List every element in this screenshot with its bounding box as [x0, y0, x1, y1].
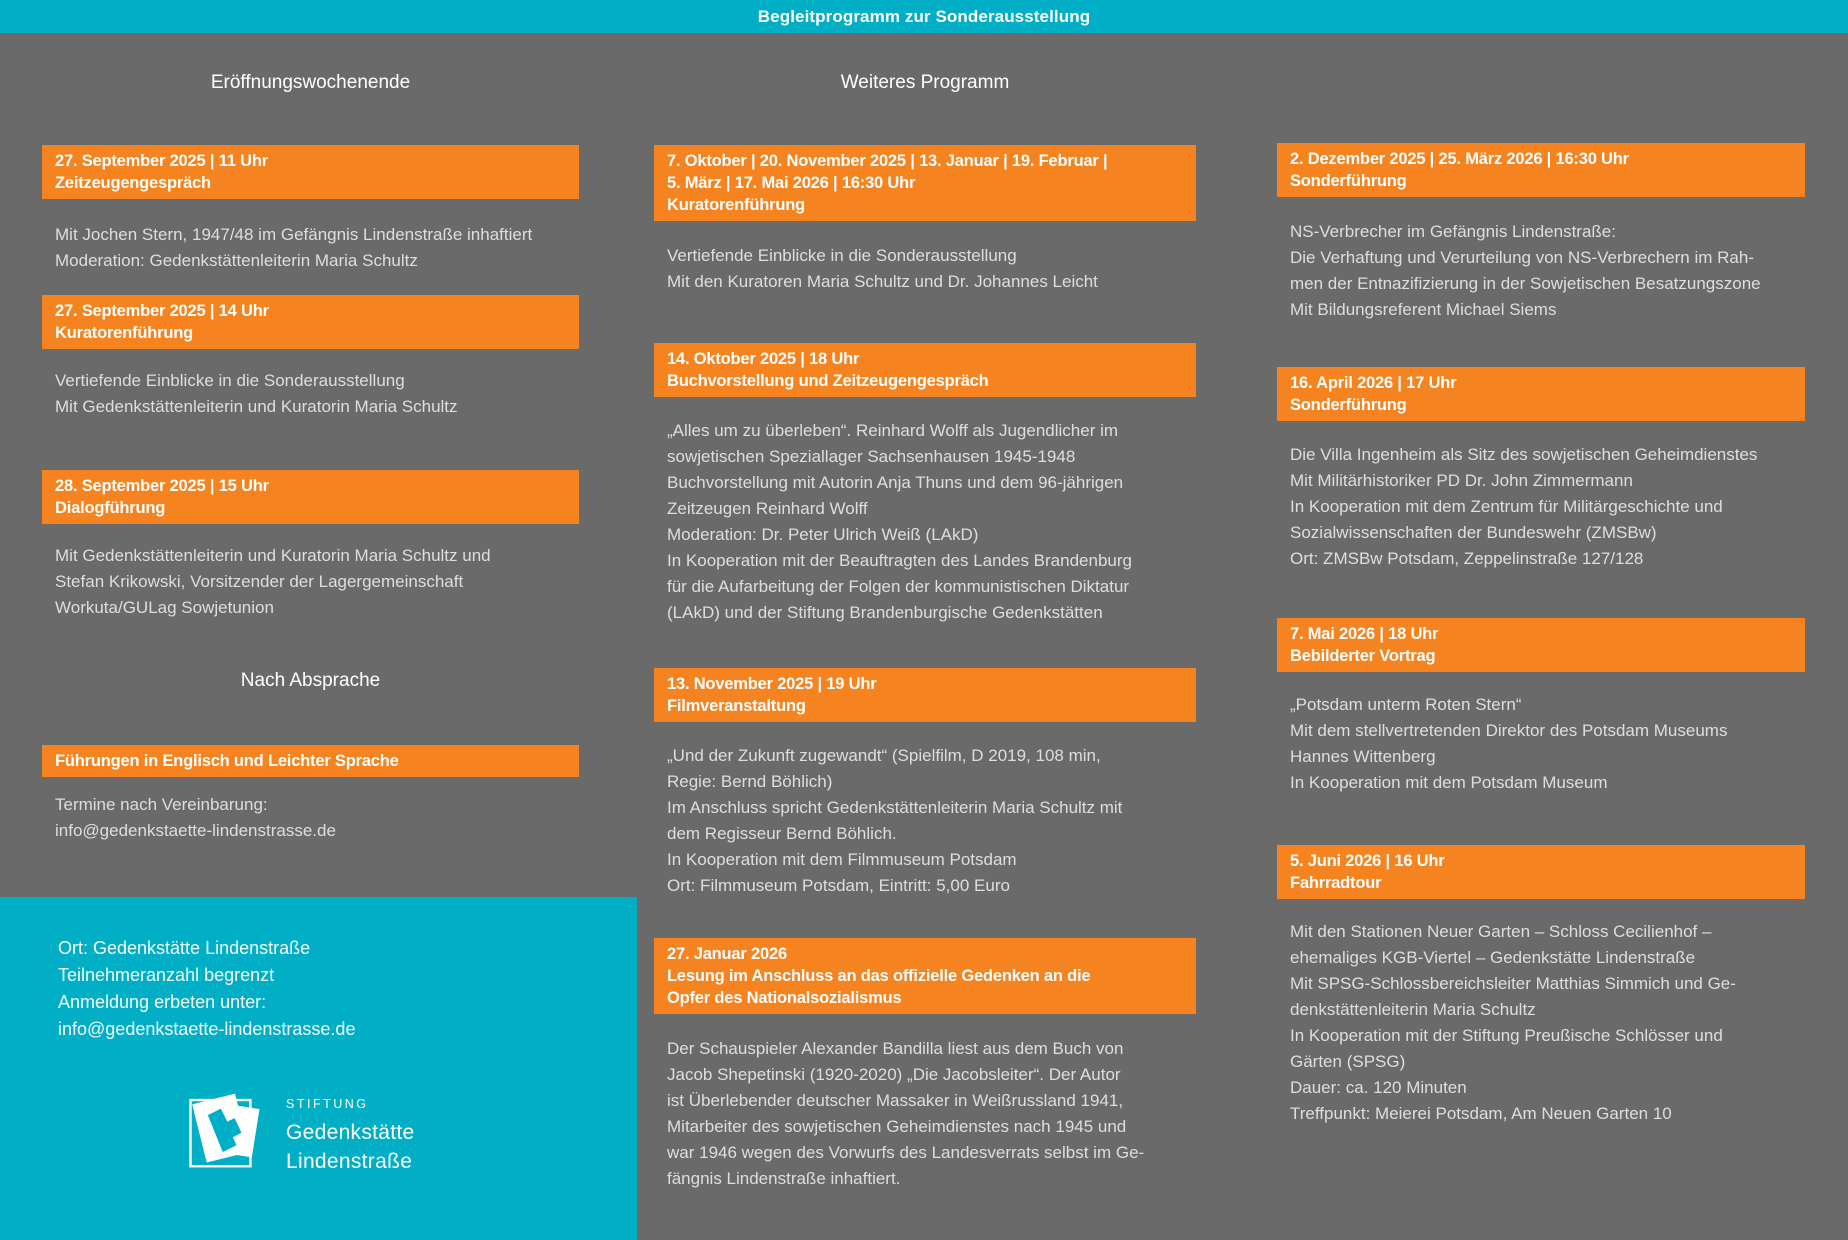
- event-card-header: [1277, 143, 1805, 197]
- text-line: In Kooperation mit dem Filmmuseum Potsdam: [667, 850, 1017, 869]
- text-line: Gärten (SPSG): [1290, 1052, 1406, 1071]
- text-line: Mit den Kuratoren Maria Schultz und Dr. Johannes Leicht: [667, 272, 1098, 291]
- text-line: Anmeldung erbeten unter:: [58, 992, 267, 1012]
- text-line: 7. Oktober | 20. November 2025 | 13. Januar | 19. Februar |: [667, 152, 1108, 170]
- text-line: „Alles um zu überleben“. Reinhard Wolff als Jugendlicher im: [667, 421, 1119, 440]
- text-line: 7. Mai 2026 | 18 Uhr: [1290, 625, 1439, 643]
- text-line: Kuratorenführung: [667, 196, 805, 214]
- text-line: 27. September 2025 | 14 Uhr: [55, 302, 269, 320]
- text-line: denkstättenleiterin Maria Schultz: [1290, 1000, 1536, 1019]
- text-line: Mit Gedenkstättenleiterin und Kuratorin Maria Schultz und: [55, 546, 491, 565]
- text-line: Mit Jochen Stern, 1947/48 im Gefängnis Lindenstraße inhaftiert: [55, 225, 533, 244]
- text-line: Sonderführung: [1290, 172, 1407, 190]
- text-line: Vertiefende Einblicke in die Sonderausstellung: [667, 246, 1017, 265]
- text-line: Bebilderter Vortrag: [1290, 647, 1436, 665]
- column-subheading: Nach Absprache: [240, 670, 381, 691]
- text-line: (LAkD) und der Stiftung Brandenburgische Gedenkstätten: [667, 603, 1103, 622]
- text-line: men der Entnazifizierung in der Sowjetischen Besatzungszone: [1290, 274, 1761, 293]
- logo-text: [286, 1089, 415, 1176]
- event-card-header: [654, 343, 1196, 397]
- text-line: Ort: ZMSBw Potsdam, Zeppelinstraße 127/128: [1290, 549, 1644, 568]
- text-line: 5. Juni 2026 | 16 Uhr: [1290, 852, 1445, 870]
- text-line: Vertiefende Einblicke in die Sonderausstellung: [55, 371, 405, 390]
- event-card-body: [1290, 219, 1761, 323]
- text-line: „Potsdam unterm Roten Stern“: [1290, 695, 1522, 714]
- page-title: Begleitprogramm zur Sonderausstellung: [757, 6, 1091, 26]
- event-card-body: [667, 243, 1098, 295]
- text-line: NS-Verbrecher im Gefängnis Lindenstraße:: [1290, 222, 1616, 241]
- text-line: Stefan Krikowski, Vorsitzender der Lagergemeinschaft: [55, 572, 464, 591]
- text-line: Zeitzeugen Reinhard Wolff: [667, 499, 868, 518]
- text-line: Fahrradtour: [1290, 874, 1382, 892]
- event-card-header: [654, 145, 1196, 221]
- text-line: war 1946 wegen des Vorwurfs des Landesverrats selbst im Ge-: [667, 1143, 1145, 1162]
- stiftung-logo-icon: [188, 1089, 264, 1176]
- event-card-header: [654, 938, 1196, 1014]
- event-card-body: [667, 1036, 1144, 1192]
- event-card-body: [55, 543, 491, 621]
- column-heading: Weiteres Programm: [840, 72, 1010, 93]
- text-line: Mit dem stellvertretenden Direktor des Potsdam Museums: [1290, 721, 1728, 740]
- text-line: Moderation: Dr. Peter Ulrich Weiß (LAkD): [667, 525, 979, 544]
- text-line: 27. Januar 2026: [667, 945, 787, 963]
- event-card-body: [1290, 692, 1727, 796]
- text-line: fängnis Lindenstraße inhaftiert.: [667, 1169, 901, 1188]
- event-card-body: [1290, 442, 1757, 572]
- text-line: Mit Militärhistoriker PD Dr. John Zimmermann: [1290, 471, 1633, 490]
- text-line: info@gedenkstaette-lindenstrasse.de: [55, 821, 336, 840]
- text-line: sowjetischen Speziallager Sachsenhausen 1945-1948: [667, 447, 1076, 466]
- text-line: 27. September 2025 | 11 Uhr: [55, 152, 268, 170]
- text-line: Mit den Stationen Neuer Garten – Schloss Cecilienhof –: [1290, 922, 1712, 941]
- event-card-header: [1277, 845, 1805, 899]
- text-line: Mit Bildungsreferent Michael Siems: [1290, 300, 1557, 319]
- footer-contact-lines: [58, 935, 355, 1043]
- text-line: In Kooperation mit der Stiftung Preußische Schlösser und: [1290, 1026, 1723, 1045]
- text-line: Opfer des Nationalsozialismus: [667, 989, 902, 1007]
- text-line: Buchvorstellung und Zeitzeugengespräch: [667, 372, 989, 390]
- text-line: ehemaliges KGB-Viertel – Gedenkstätte Lindenstraße: [1290, 948, 1696, 967]
- text-line: 16. April 2026 | 17 Uhr: [1290, 374, 1457, 392]
- event-card-header: [1277, 618, 1805, 672]
- text-line: Die Villa Ingenheim als Sitz des sowjetischen Geheimdienstes: [1290, 445, 1758, 464]
- event-card-body: [667, 418, 1132, 626]
- text-line: „Und der Zukunft zugewandt“ (Spielfilm, D 2019, 108 min,: [667, 746, 1101, 765]
- text-line: dem Regisseur Bernd Böhlich.: [667, 824, 897, 843]
- logo-name-line2: Lindenstraße: [286, 1150, 413, 1173]
- text-line: Dialogführung: [55, 499, 166, 517]
- text-line: ist Überlebender deutscher Massaker in Weißrussland 1941,: [667, 1091, 1124, 1110]
- text-line: 5. März | 17. Mai 2026 | 16:30 Uhr: [667, 174, 916, 192]
- text-line: Filmveranstaltung: [667, 697, 806, 715]
- text-line: Der Schauspieler Alexander Bandilla liest aus dem Buch von: [667, 1039, 1124, 1058]
- event-card-header: [1277, 367, 1805, 421]
- text-line: 14. Oktober 2025 | 18 Uhr: [667, 350, 860, 368]
- text-line: 2. Dezember 2025 | 25. März 2026 | 16:30 Uhr: [1290, 150, 1629, 168]
- text-line: Sozialwissenschaften der Bundeswehr (ZMSBw): [1290, 523, 1657, 542]
- text-line: Mit SPSG-Schlossbereichsleiter Matthias Simmich und Ge-: [1290, 974, 1736, 993]
- event-card-header: [42, 295, 579, 349]
- text-line: Sonderführung: [1290, 396, 1407, 414]
- text-line: Die Verhaftung und Verurteilung von NS-Verbrechern im Rah-: [1290, 248, 1754, 267]
- text-line: Zeitzeugengespräch: [55, 174, 211, 192]
- text-line: Dauer: ca. 120 Minuten: [1290, 1078, 1467, 1097]
- text-line: Kuratorenführung: [55, 324, 193, 342]
- text-line: Mitarbeiter des sowjetischen Geheimdienstes nach 1945 und: [667, 1117, 1127, 1136]
- text-line: In Kooperation mit dem Potsdam Museum: [1290, 773, 1608, 792]
- event-card-header: [654, 668, 1196, 722]
- text-line: Mit Gedenkstättenleiterin und Kuratorin Maria Schultz: [55, 397, 458, 416]
- text-line: Ort: Gedenkstätte Lindenstraße: [58, 938, 311, 958]
- text-line: Ort: Filmmuseum Potsdam, Eintritt: 5,00 Euro: [667, 876, 1010, 895]
- stiftung-logo: [188, 1089, 415, 1176]
- text-line: Hannes Wittenberg: [1290, 747, 1436, 766]
- text-line: für die Aufarbeitung der Folgen der kommunistischen Diktatur: [667, 577, 1130, 596]
- event-card-body: [1290, 919, 1736, 1127]
- event-card-body: [55, 792, 336, 844]
- text-line: Termine nach Vereinbarung:: [55, 795, 268, 814]
- text-line: Moderation: Gedenkstättenleiterin Maria Schultz: [55, 251, 418, 270]
- text-line: Workuta/GULag Sowjetunion: [55, 598, 274, 617]
- event-card-body: [55, 222, 532, 274]
- logo-org-label: STIFTUNG: [286, 1097, 369, 1111]
- text-line: Jacob Shepetinski (1920-2020) „Die Jacobsleiter“. Der Autor: [667, 1065, 1121, 1084]
- text-line: Regie: Bernd Böhlich): [667, 772, 833, 791]
- event-card-header: [42, 470, 579, 524]
- text-line: Führungen in Englisch und Leichter Sprache: [55, 752, 399, 770]
- text-line: Im Anschluss spricht Gedenkstättenleiterin Maria Schultz mit: [667, 798, 1123, 817]
- column-further-program: [654, 0, 1196, 1240]
- text-line: In Kooperation mit der Beauftragten des Landes Brandenburg: [667, 551, 1132, 570]
- column-heading: Eröffnungswochenende: [210, 72, 411, 93]
- event-card-header: [42, 745, 579, 777]
- text-line: Buchvorstellung mit Autorin Anja Thuns und dem 96-jährigen: [667, 473, 1124, 492]
- text-line: In Kooperation mit dem Zentrum für Militärgeschichte und: [1290, 497, 1723, 516]
- text-line: Teilnehmeranzahl begrenzt: [58, 965, 275, 985]
- text-line: Treffpunkt: Meierei Potsdam, Am Neuen Garten 10: [1290, 1104, 1672, 1123]
- event-card-body: [667, 743, 1122, 899]
- text-line: Lesung im Anschluss an das offizielle Gedenken an die: [667, 967, 1091, 985]
- logo-name-line1: Gedenkstätte: [286, 1121, 415, 1144]
- event-card-header: [42, 145, 579, 199]
- event-card-body: [55, 368, 458, 420]
- footer-info-block: [0, 897, 637, 1240]
- text-line: info@gedenkstaette-lindenstrasse.de: [58, 1019, 356, 1039]
- text-line: 13. November 2025 | 19 Uhr: [667, 675, 877, 693]
- column-special-events: [1277, 0, 1805, 1240]
- text-line: 28. September 2025 | 15 Uhr: [55, 477, 269, 495]
